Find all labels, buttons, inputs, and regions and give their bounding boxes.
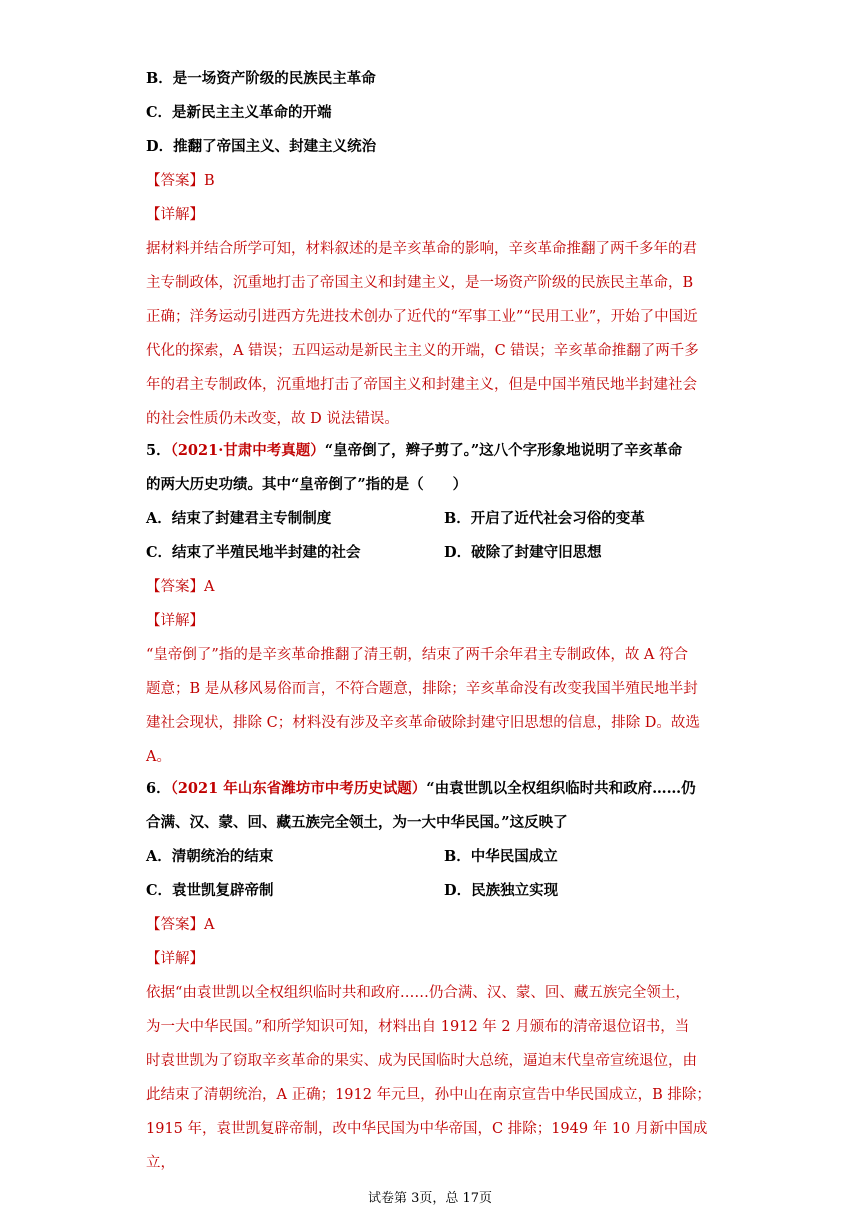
explanation-line: 1915 年，袁世凯复辟帝制，改中华民国为中华帝国，C 排除；1949 年 10 月新中国成立， (146, 1121, 708, 1171)
q6-detail-label: 【详解】 (146, 951, 204, 967)
question-number: 5． (146, 442, 171, 459)
explanation-line: 建社会现状，排除 C；材料没有涉及辛亥革命破除封建守旧思想的信息，排除 D。故选 (146, 715, 700, 731)
explanation-line: 代化的探索，A 错误；五四运动是新民主主义的开端，C 错误；辛亥革命推翻了两千多 (146, 343, 699, 359)
q6-explanation (146, 976, 726, 1180)
q5-stem-line2: 的两大历史功绩。其中“皇帝倒了”指的是（ ） (146, 476, 468, 493)
explanation-line: 年的君主专制政体，沉重地打击了帝国主义和封建主义，但是中国半殖民地半封建社会 (146, 377, 697, 393)
stem-text: “皇帝倒了，辫子剪了。”这八个字形象地说明了辛亥革命 (324, 442, 683, 459)
exam-page (146, 68, 726, 1180)
answer-value: A (204, 579, 215, 595)
explanation-line: 正确；洋务运动引进西方先进技术创办了近代的“军事工业”“民用工业”，开始了中国近 (146, 309, 698, 325)
explanation-line: 的社会性质仍未改变，故 D 说法错误。 (146, 411, 399, 427)
question-source: （2021 年山东省潍坊市中考历史试题） (170, 780, 427, 797)
q6-option-b: B．中华民国成立 (444, 848, 558, 865)
explanation-line: A。 (146, 749, 171, 765)
q4-explanation (146, 232, 726, 436)
q4-detail-label: 【详解】 (146, 207, 204, 223)
q4-answer (146, 170, 726, 192)
q5-stem (146, 440, 726, 462)
answer-label: 【答案】 (146, 579, 204, 595)
question-number: 6． (146, 780, 171, 797)
q4-option-b: B．是一场资产阶级的民族民主革命 (146, 70, 376, 87)
answer-value: A (204, 917, 215, 933)
q5-option-a: A．结束了封建君主专制制度 (146, 510, 332, 527)
q5-option-c: C．结束了半殖民地半封建的社会 (146, 544, 361, 561)
answer-label: 【答案】 (146, 917, 204, 933)
stem-text: “由袁世凯以全权组织临时共和政府……仍 (426, 780, 696, 797)
explanation-line: 据材料并结合所学可知，材料叙述的是辛亥革命的影响，辛亥革命推翻了两千多年的君 (146, 241, 697, 257)
answer-label: 【答案】 (146, 173, 204, 189)
answer-value: B (204, 173, 215, 189)
q6-stem-line2: 合满、汉、蒙、回、藏五族完全领土，为一大中华民国。”这反映了 (146, 814, 568, 831)
page-footer: 试卷第 3页，总 17页 (367, 1191, 493, 1206)
q5-option-b: B．开启了近代社会习俗的变革 (444, 510, 645, 527)
q5-options-row1 (146, 508, 726, 530)
q5-options-row2 (146, 542, 726, 564)
explanation-line: 为一大中华民国。”和所学知识可知，材料出自 1912 年 2 月颁布的清帝退位诏书，当 (146, 1019, 690, 1035)
question-source: （2021·甘肃中考真题） (170, 442, 325, 459)
q6-option-c: C．袁世凯复辟帝制 (146, 882, 274, 899)
explanation-line: “皇帝倒了”指的是辛亥革命推翻了清王朝，结束了两千余年君主专制政体，故 A 符合 (146, 647, 689, 663)
q6-option-d: D．民族独立实现 (444, 882, 559, 899)
q5-answer (146, 576, 726, 598)
q5-explanation (146, 638, 726, 774)
q6-options-row1 (146, 846, 726, 868)
explanation-line: 此结束了清朝统治，A 正确；1912 年元旦，孙中山在南京宣告中华民国成立，B 排除； (146, 1087, 711, 1103)
q6-options-row2 (146, 880, 726, 902)
explanation-line: 时袁世凯为了窃取辛亥革命的果实、成为民国临时大总统，逼迫末代皇帝宣统退位，由 (146, 1053, 697, 1069)
q6-answer (146, 914, 726, 936)
q5-detail-label: 【详解】 (146, 613, 204, 629)
explanation-line: 依据“由袁世凯以全权组织临时共和政府……仍合满、汉、蒙、回、藏五族完全领土， (146, 985, 690, 1001)
q4-option-d: D．推翻了帝国主义、封建主义统治 (146, 138, 377, 155)
q5-option-d: D．破除了封建守旧思想 (444, 544, 602, 561)
explanation-line: 题意；B 是从移风易俗而言，不符合题意，排除；辛亥革命没有改变我国半殖民地半封 (146, 681, 698, 697)
q4-option-c: C．是新民主主义革命的开端 (146, 104, 332, 121)
q6-stem (146, 778, 726, 800)
q6-option-a: A．清朝统治的结束 (146, 848, 274, 865)
explanation-line: 主专制政体，沉重地打击了帝国主义和封建主义，是一场资产阶级的民族民主革命，B (146, 275, 694, 291)
